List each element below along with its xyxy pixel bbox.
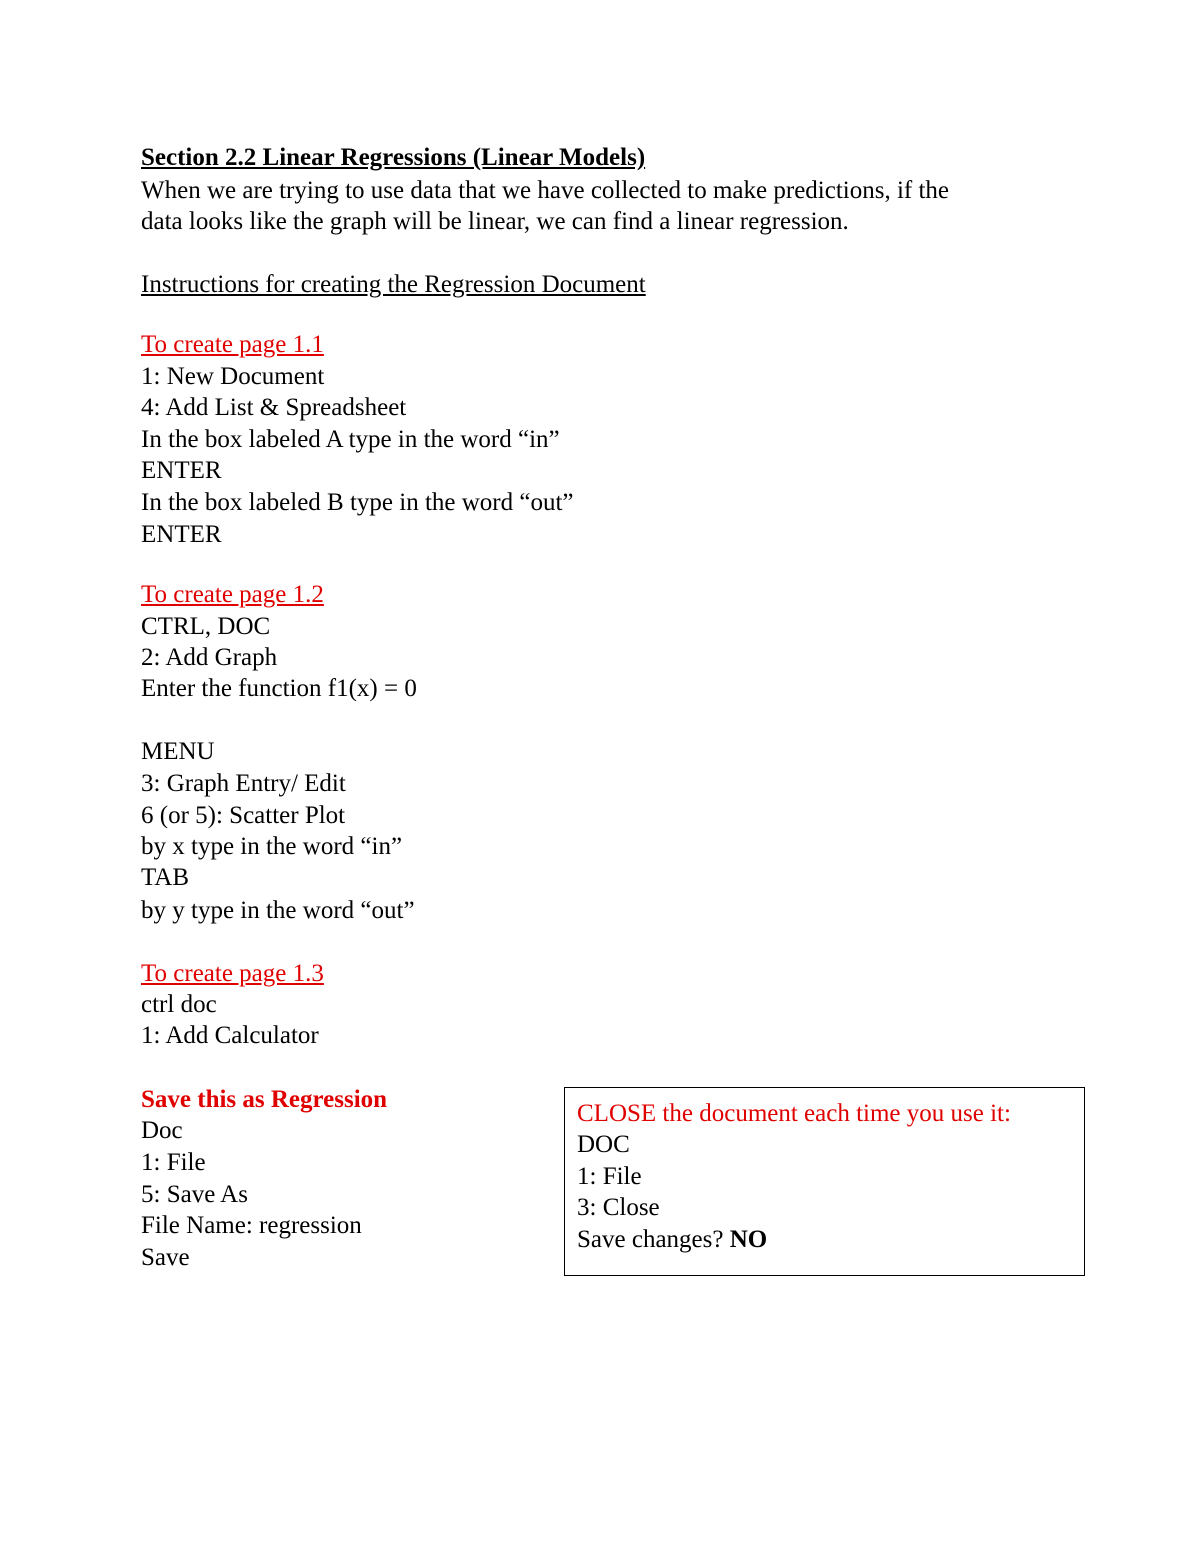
page-1-2-menu-step: TAB — [141, 864, 189, 891]
save-step: 1: File — [141, 1149, 206, 1176]
page-1-1-title: To create page 1.1 — [141, 331, 324, 358]
instructions-title: Instructions for creating the Regression Document — [141, 271, 646, 298]
save-step: Save — [141, 1244, 190, 1271]
page-1-2-title: To create page 1.2 — [141, 581, 324, 608]
page-1-1-step: In the box labeled B type in the word “out” — [141, 489, 574, 516]
save-changes-prompt: Save changes? — [577, 1226, 730, 1253]
page-1-2-step: Enter the function f1(x) = 0 — [141, 675, 417, 702]
save-title: Save this as Regression — [141, 1086, 388, 1113]
page-1-3-step: ctrl doc — [141, 991, 217, 1018]
close-instructions-box — [564, 1087, 1085, 1276]
page-1-2-menu-step: MENU — [141, 738, 215, 765]
close-box-title: CLOSE the document each time you use it: — [577, 1100, 1011, 1127]
page-1-1-step: 4: Add List & Spreadsheet — [141, 394, 407, 421]
close-box-step: 1: File — [577, 1163, 642, 1190]
page-1-2-menu-step: 6 (or 5): Scatter Plot — [141, 802, 346, 829]
save-step: Doc — [141, 1117, 183, 1144]
page-1-3-step: 1: Add Calculator — [141, 1022, 319, 1049]
intro-line-1: When we are trying to use data that we have collected to make predictions, if the — [141, 177, 950, 204]
page-1-1-step: In the box labeled A type in the word “in” — [141, 426, 560, 453]
save-step: 5: Save As — [141, 1181, 248, 1208]
close-box-step: 3: Close — [577, 1194, 660, 1221]
save-step: File Name: regression — [141, 1212, 362, 1239]
page-1-2-menu-step: by y type in the word “out” — [141, 897, 415, 924]
page-1-2-step: CTRL, DOC — [141, 613, 271, 640]
page-1-1-step: ENTER — [141, 457, 222, 484]
page-1-2-menu-step: 3: Graph Entry/ Edit — [141, 770, 346, 797]
page-1-2-step: 2: Add Graph — [141, 644, 278, 671]
save-changes-answer: NO — [729, 1226, 768, 1253]
page-1-3-title: To create page 1.3 — [141, 960, 324, 987]
close-box-step: DOC — [577, 1131, 630, 1158]
page-1-2-menu-step: by x type in the word “in” — [141, 833, 403, 860]
close-box-save-changes — [577, 1224, 767, 1255]
section-heading: Section 2.2 Linear Regressions (Linear Models) — [141, 144, 646, 171]
page-1-1-step: ENTER — [141, 521, 222, 548]
intro-line-2: data looks like the graph will be linear, we can find a linear regression. — [141, 208, 849, 235]
page-1-1-step: 1: New Document — [141, 363, 325, 390]
